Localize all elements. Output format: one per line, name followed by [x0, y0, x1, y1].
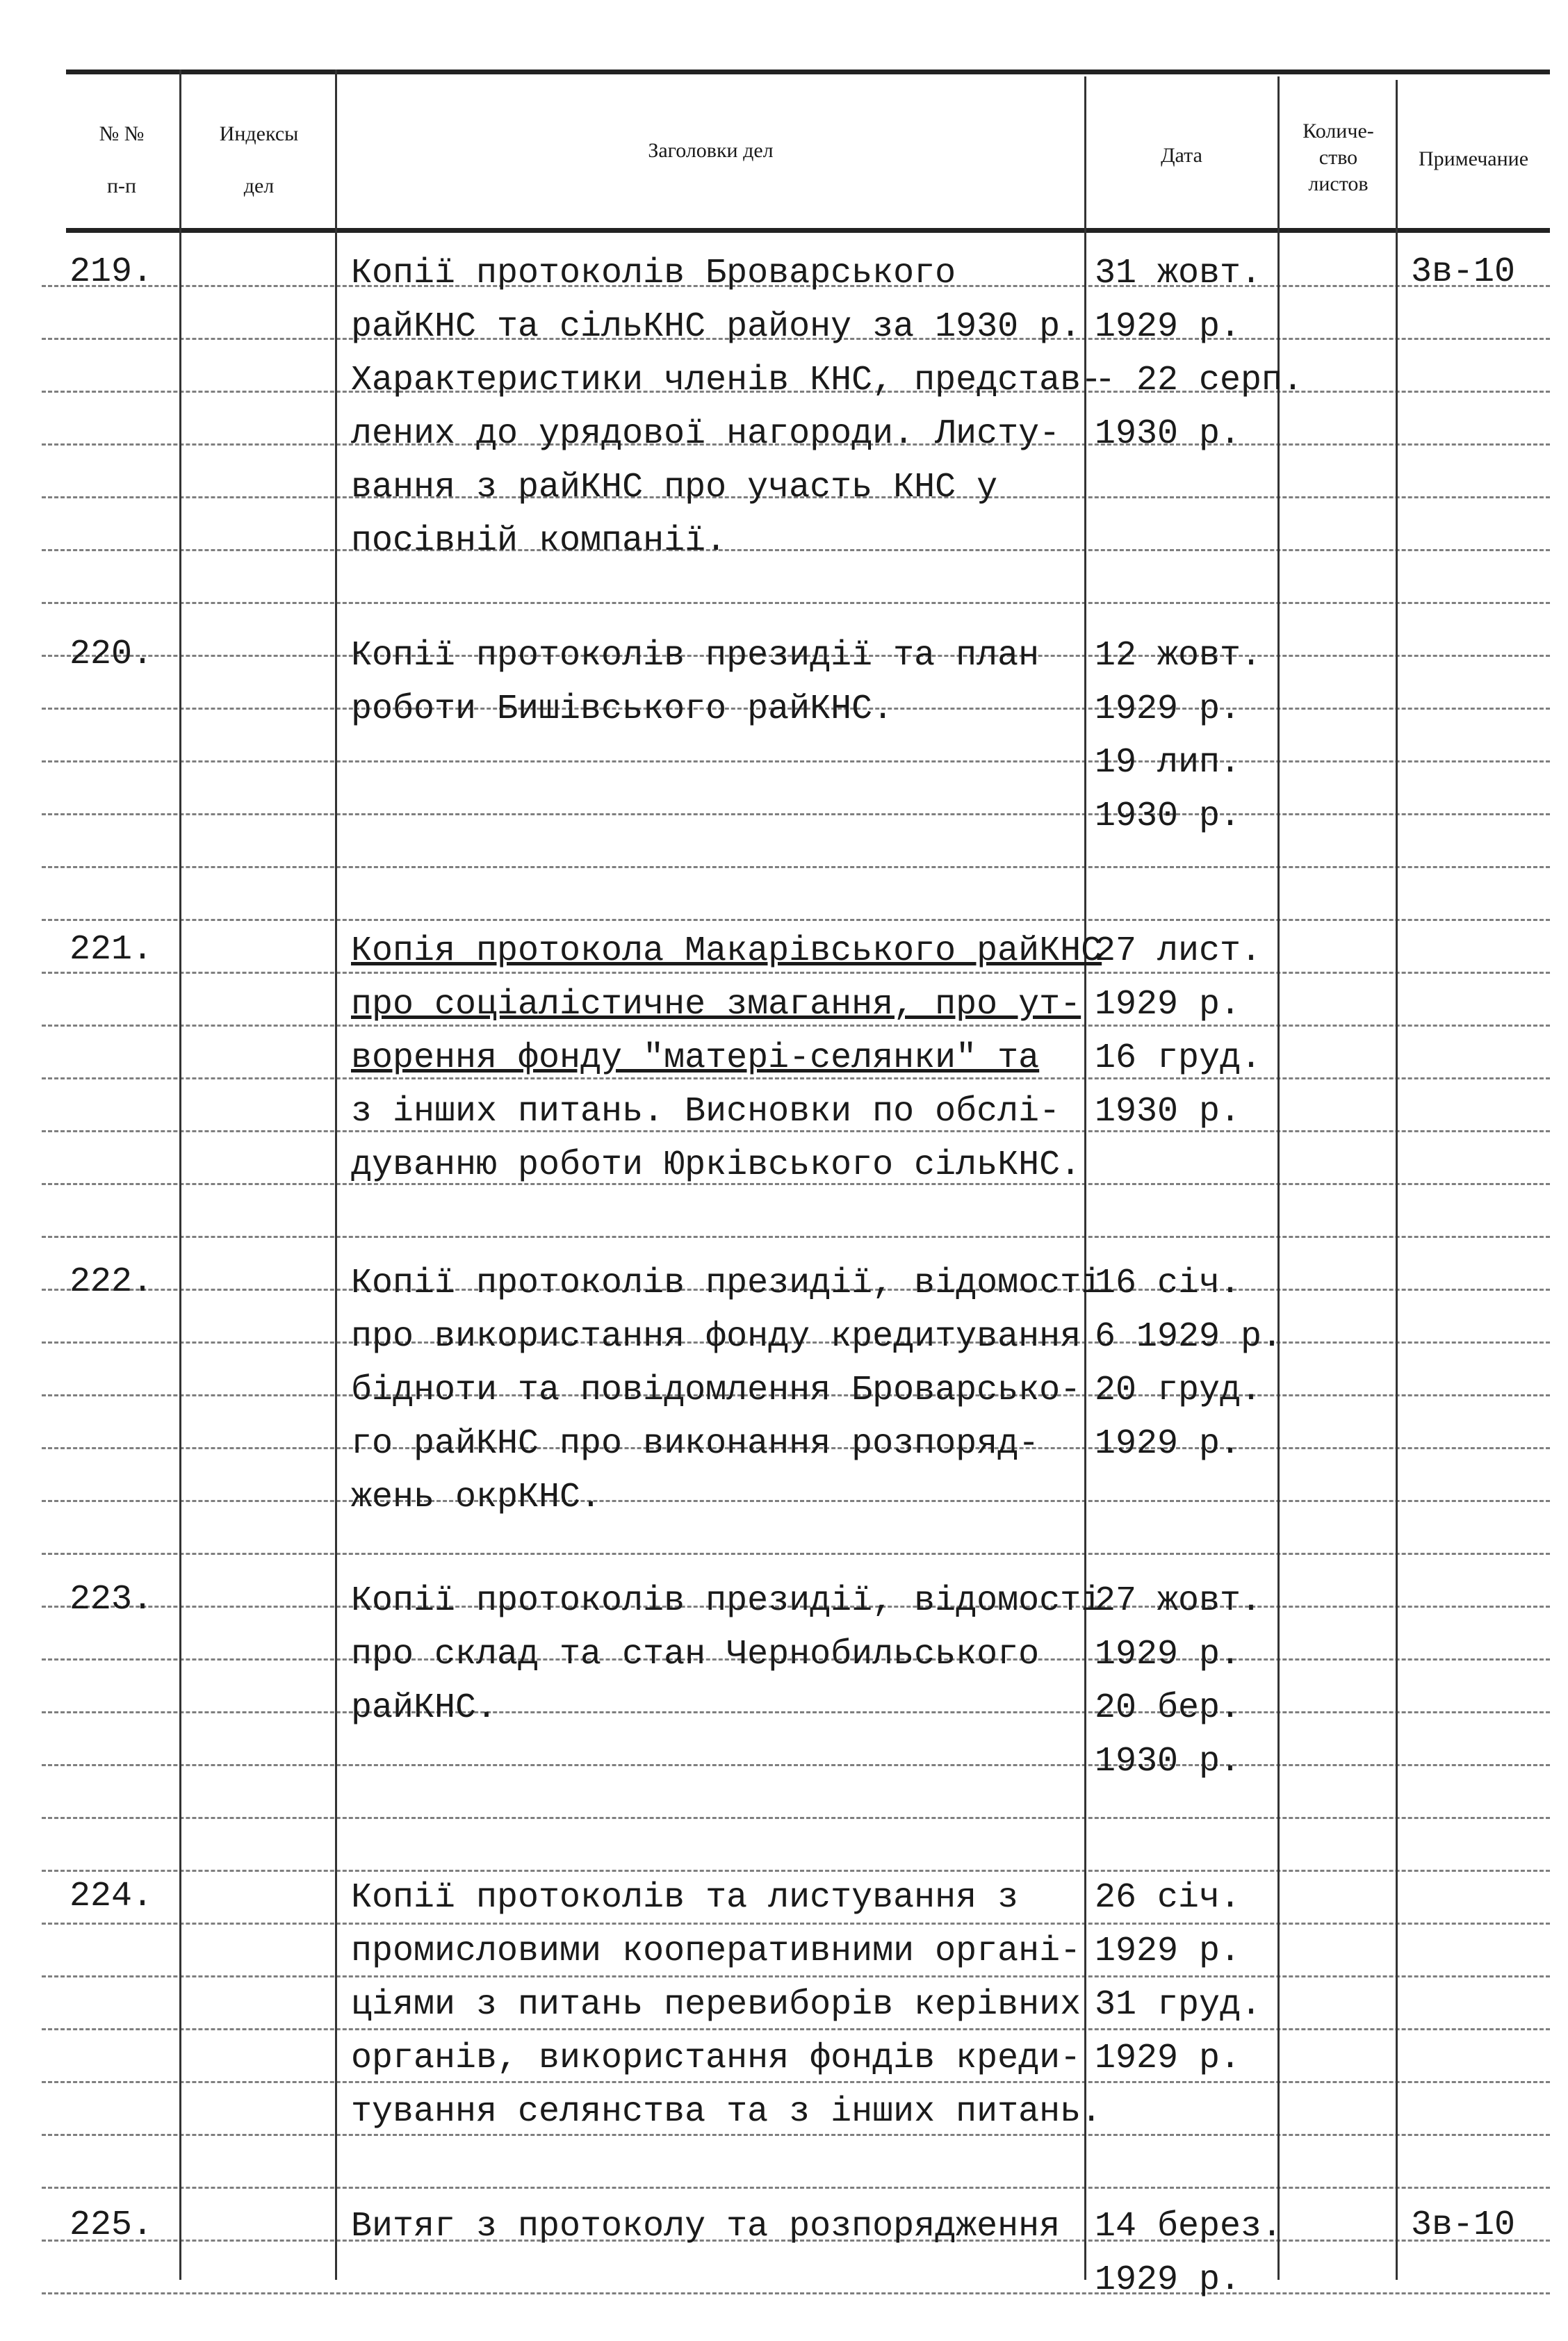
header-date: Дата [1161, 144, 1202, 167]
entry-date: 1929 р. [1095, 985, 1241, 1025]
column-divider [1396, 80, 1398, 2280]
ruled-line [42, 866, 1550, 868]
entry-title-line: про використання фонду кредитування [351, 1317, 1081, 1357]
entry-date: 1929 р. [1095, 2260, 1241, 2300]
entry-date: 20 бер. [1095, 1688, 1241, 1728]
entry-date: 1930 р. [1095, 1742, 1241, 1781]
ruled-line [42, 760, 1550, 762]
entry-title-line: ворення фонду "матері-селянки" та [351, 1038, 1040, 1078]
entry-title-line: з інших питань. Висновки по обслі- [351, 1092, 1061, 1132]
header-num: № № п-п [99, 122, 145, 197]
ruled-line [42, 1764, 1550, 1766]
entry-date: 16 січ. [1095, 1264, 1241, 1303]
entry-title-line: Копії протоколів президії, відомості [351, 1264, 1102, 1303]
entry-title-line: Копія протокола Макарівського райКНС [351, 931, 1102, 971]
entry-date: 1929 р. [1095, 1635, 1241, 1674]
header-title: Заголовки дел [648, 139, 774, 162]
column-divider [179, 70, 181, 2280]
entry-date: 14 берез. [1095, 2207, 1283, 2246]
ruled-line [42, 813, 1550, 815]
entry-date: 26 січ. [1095, 1878, 1241, 1918]
entry-title-line: органів, використання фондів креди- [351, 2039, 1081, 2078]
ruled-line [42, 1236, 1550, 1238]
entry-title-line: лених до урядової нагороди. Листу- [351, 414, 1061, 454]
ruled-line [42, 2187, 1550, 2189]
entry-date: 1929 р. [1095, 2039, 1241, 2078]
entry-date: 6 1929 р. [1095, 1317, 1283, 1357]
entry-title-line: Копії протоколів президії та план [351, 636, 1040, 676]
entry-date: 1930 р. [1095, 797, 1241, 836]
entry-title-line: дуванню роботи Юрківського сільКНС. [351, 1145, 1081, 1185]
entry-number: 221. [70, 930, 154, 970]
entry-date: 12 жовт. [1095, 636, 1262, 676]
entry-title-line: посівній компанії. [351, 521, 727, 561]
entry-date: 20 груд. [1095, 1371, 1262, 1410]
entry-date: 16 груд. [1095, 1038, 1262, 1078]
entry-date: 1929 р. [1095, 1932, 1241, 1971]
entry-number: 223. [70, 1580, 154, 1620]
entry-note: 3в-10 [1411, 2205, 1516, 2245]
header-note: Примечание [1418, 147, 1529, 170]
entry-title-line: промисловими кооперативними органі- [351, 1932, 1081, 1971]
header-index: Индексы дел [219, 122, 299, 197]
entry-title-line: роботи Бишівського райКНС. [351, 690, 894, 729]
entry-date: 1929 р. [1095, 307, 1241, 347]
ruled-line [42, 1711, 1550, 1713]
entry-date: 31 груд. [1095, 1985, 1262, 2025]
ruled-line [42, 2292, 1550, 2294]
entry-date: 31 жовт. [1095, 254, 1262, 293]
ruled-line [42, 602, 1550, 604]
header-top-rule [66, 70, 1550, 74]
entry-date: 1930 р. [1095, 1092, 1241, 1132]
entry-title-line: про соціалістичне змагання, про ут- [351, 985, 1081, 1025]
entry-title-line: Витяг з протоколу та розпорядження [351, 2207, 1061, 2246]
entry-title-line: жень окрКНС. [351, 1478, 602, 1517]
entry-note: 3в-10 [1411, 252, 1516, 292]
entry-title-line: Копії протоколів Броварського [351, 254, 956, 293]
ruled-line [42, 919, 1550, 921]
ruled-line [42, 549, 1550, 551]
entry-date: 27 лист. [1095, 931, 1262, 971]
entry-number: 220. [70, 635, 154, 674]
entry-date: 1930 р. [1095, 414, 1241, 454]
entry-title-line: вання з райКНС про участь КНС у [351, 468, 998, 507]
column-divider [335, 70, 337, 2280]
entry-date: 1929 р. [1095, 1424, 1241, 1464]
entry-date: 27 жовт. [1095, 1581, 1262, 1621]
entry-title-line: тування селянства та з інших питань. [351, 2092, 1102, 2132]
entry-number: 219. [70, 252, 154, 292]
entry-date: - 22 серп. [1095, 361, 1304, 400]
entry-title-line: Копії протоколів та листування з [351, 1878, 1019, 1918]
header-count: Количе- ство листов [1302, 120, 1374, 195]
ruled-line [42, 1553, 1550, 1555]
entry-title-line: Копії протоколів президії, відомості [351, 1581, 1102, 1621]
header-bottom-rule [66, 228, 1550, 233]
entry-date: 19 лип. [1095, 743, 1241, 783]
entry-title-line: ціями з питань перевиборів керівних [351, 1985, 1081, 2025]
entry-number: 225. [70, 2205, 154, 2245]
entry-number: 224. [70, 1877, 154, 1916]
entry-title-line: Характеристики членів КНС, представ- [351, 361, 1102, 400]
entry-number: 222. [70, 1262, 154, 1302]
entry-title-line: го райКНС про виконання розпоряд- [351, 1424, 1040, 1464]
entry-title-line: райКНС. [351, 1688, 498, 1728]
ruled-line [42, 1500, 1550, 1502]
ruled-line [42, 1817, 1550, 1819]
entry-date: 1929 р. [1095, 690, 1241, 729]
entry-title-line: про склад та стан Чернобильського [351, 1635, 1040, 1674]
entry-title-line: райКНС та сільКНС району за 1930 р. [351, 307, 1081, 347]
entry-title-line: бідноти та повідомлення Броварсько- [351, 1371, 1081, 1410]
